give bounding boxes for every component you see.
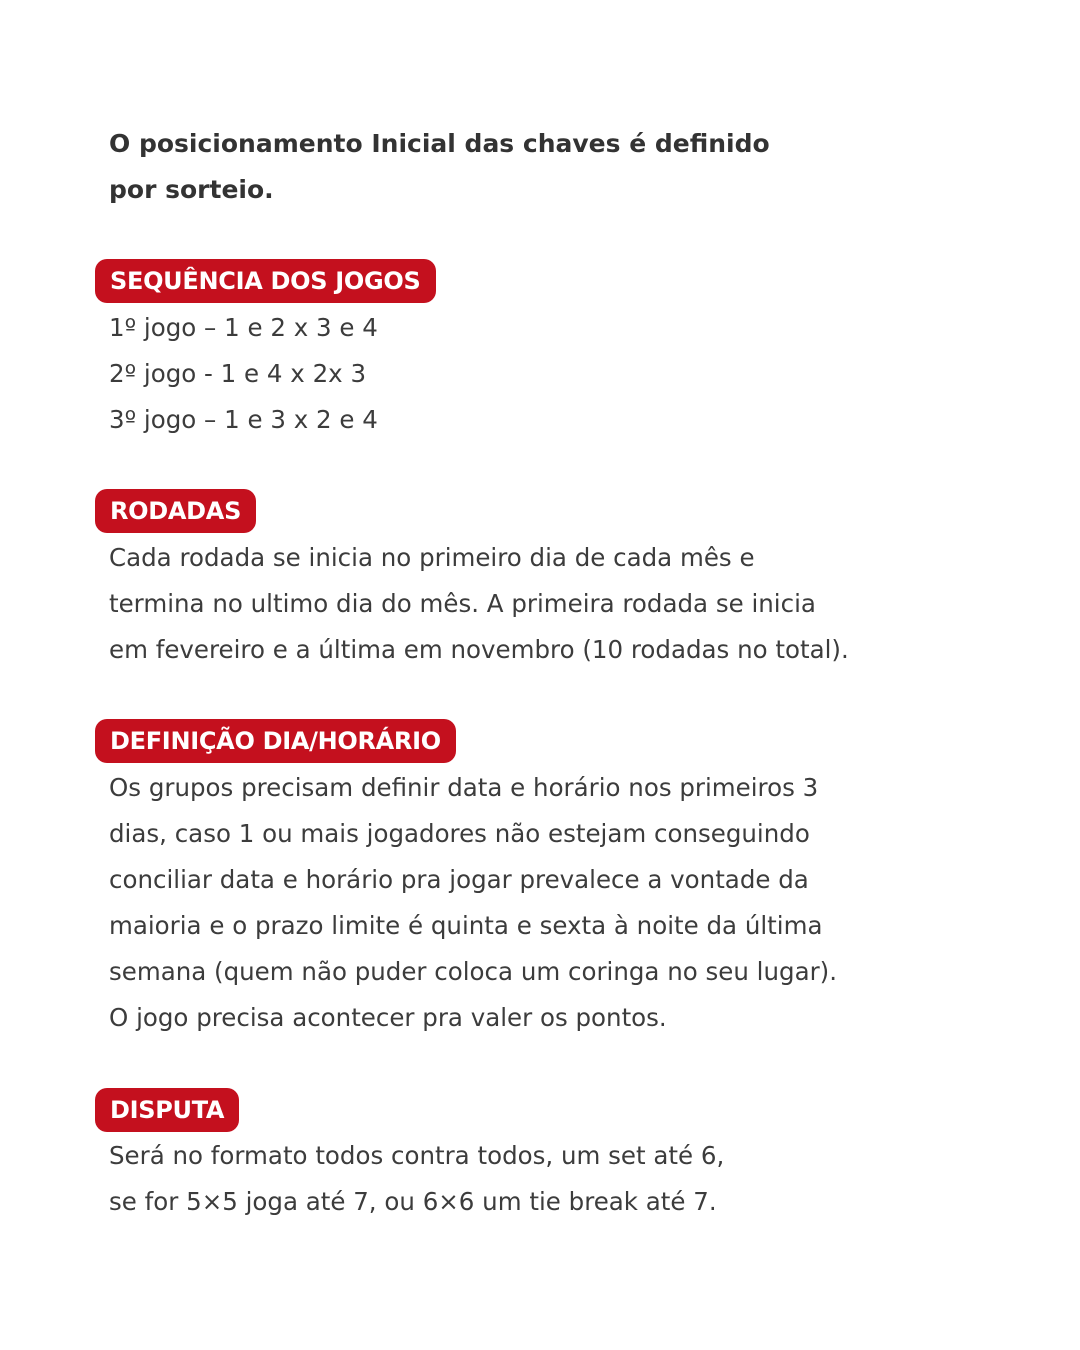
intro-text — [109, 121, 909, 213]
text-line: termina no ultimo dia do mês. A primeira rodada se inicia — [109, 589, 816, 618]
text-line: em fevereiro e a última em novembro (10 rodadas no total). — [109, 635, 849, 664]
intro-line: O posicionamento Inicial das chaves é definido — [109, 129, 770, 158]
section-body-disputa — [109, 1133, 1009, 1225]
text-line: O jogo precisa acontecer pra valer os pontos. — [109, 1003, 667, 1032]
section-title-rodadas: RODADAS — [95, 489, 256, 533]
intro-line: por sorteio. — [109, 175, 274, 204]
text-line: dias, caso 1 ou mais jogadores não estejam conseguindo — [109, 819, 810, 848]
text-line: Cada rodada se inicia no primeiro dia de cada mês e — [109, 543, 755, 572]
list-item: 1º jogo – 1 e 2 x 3 e 4 — [109, 313, 378, 342]
section-body-rodadas — [109, 535, 1009, 673]
section-title-definicao: DEFINIÇÃO DIA/HORÁRIO — [95, 719, 456, 763]
section-title-disputa: DISPUTA — [95, 1088, 239, 1132]
list-item: 3º jogo – 1 e 3 x 2 e 4 — [109, 405, 378, 434]
text-line: semana (quem não puder coloca um coringa no seu lugar). — [109, 957, 838, 986]
text-line: Será no formato todos contra todos, um set até 6, — [109, 1141, 725, 1170]
list-item: 2º jogo - 1 e 4 x 2x 3 — [109, 359, 367, 388]
section-title-sequencia: SEQUÊNCIA DOS JOGOS — [95, 259, 436, 303]
text-line: se for 5×5 joga até 7, ou 6×6 um tie break até 7. — [109, 1187, 717, 1216]
text-line: maioria e o prazo limite é quinta e sexta à noite da última — [109, 911, 823, 940]
section-body-sequencia — [109, 305, 1009, 443]
text-line: Os grupos precisam definir data e horário nos primeiros 3 — [109, 773, 819, 802]
text-line: conciliar data e horário pra jogar prevalece a vontade da — [109, 865, 809, 894]
section-body-definicao — [109, 765, 1009, 1041]
